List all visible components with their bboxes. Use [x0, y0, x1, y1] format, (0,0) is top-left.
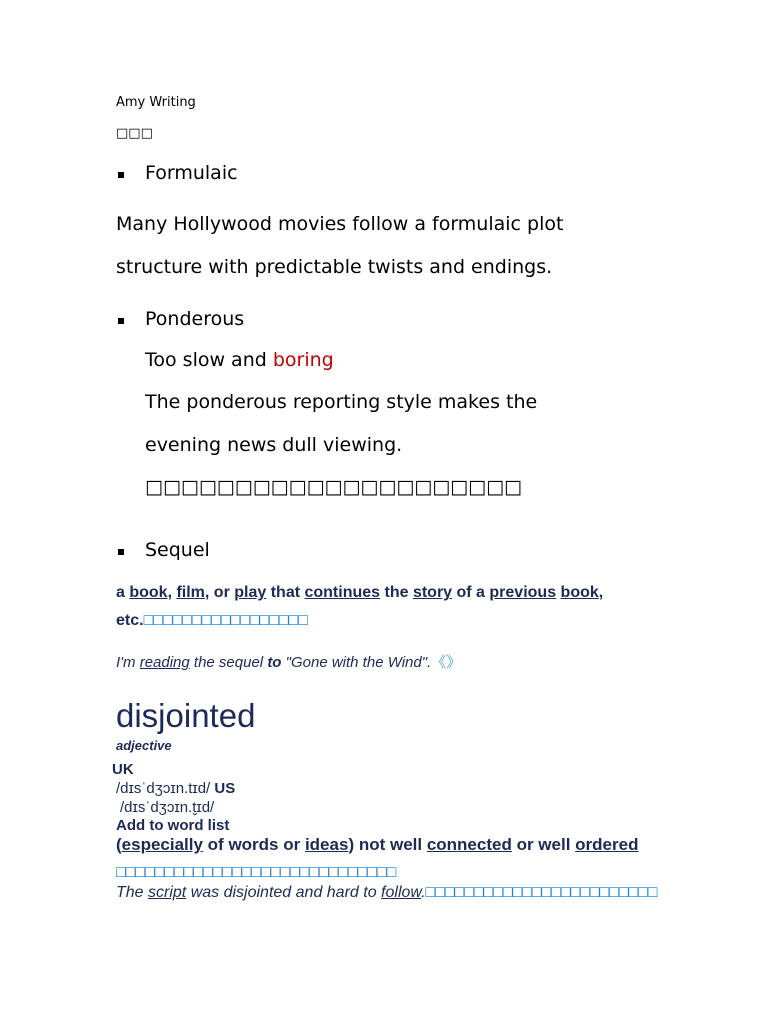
example-text: I'm [116, 654, 140, 671]
def-text: , [167, 584, 177, 601]
bullet-icon [118, 172, 124, 178]
ipa-text: /dɪsˈdʒɔɪn.tɪd/ [116, 780, 211, 797]
uk-label: UK [112, 761, 134, 778]
example-link-follow[interactable]: follow [381, 884, 422, 901]
def-link-continues[interactable]: continues [304, 584, 381, 601]
sequel-example [116, 651, 461, 672]
def-text: of a [452, 584, 490, 601]
bullet-icon [118, 318, 124, 324]
def-link-connected[interactable]: connected [426, 835, 512, 854]
example-link-script[interactable]: script [148, 884, 187, 901]
example-translation: 《》 [431, 654, 462, 671]
highlighted-word: boring [272, 349, 334, 371]
ponderous-example-line1: The ponderous reporting style makes the [145, 391, 538, 413]
definition-text: Too slow and [145, 349, 273, 371]
example-text: . [421, 884, 426, 901]
us-pronunciation: /dɪsˈdʒɔɪn.t̬ɪd/ [120, 799, 215, 816]
def-link-book-2[interactable]: book [560, 584, 599, 601]
def-text: that [266, 584, 305, 601]
part-of-speech: adjective [116, 738, 172, 753]
def-link-ideas[interactable]: ideas [304, 835, 349, 854]
def-text: the [380, 584, 413, 601]
formulaic-sentence-line1: Many Hollywood movies follow a formulaic plot [116, 213, 564, 235]
def-translation: □□□□□□□□□□□□□□□□□ [143, 612, 308, 629]
entry-word-sequel: Sequel [145, 539, 210, 561]
disjointed-definition [116, 835, 638, 855]
def-link-previous[interactable]: previous [489, 584, 557, 601]
def-text: ) not well [348, 835, 427, 854]
ponderous-definition [145, 349, 334, 371]
example-text: The [116, 884, 149, 901]
def-link-play[interactable]: play [234, 584, 267, 601]
author-name: Amy Writing [116, 95, 196, 110]
bullet-icon [118, 549, 124, 555]
def-link-story[interactable]: story [412, 584, 453, 601]
formulaic-sentence-line2: structure with predictable twists and endings. [116, 256, 553, 278]
example-text: was disjointed and hard to [186, 884, 382, 901]
example-translation: □□□□□□□□□□□□□□□□□□□□□□□□ [425, 884, 658, 901]
disjointed-example [116, 884, 657, 902]
def-text: , [598, 584, 604, 601]
def-link-especially[interactable]: especially [121, 835, 203, 854]
entry-word-formulaic: Formulaic [145, 162, 238, 184]
example-keyword: to [267, 654, 282, 671]
us-label: US [214, 780, 236, 797]
sequel-definition-line2 [116, 612, 308, 630]
ponderous-example-line2: evening news dull viewing. [145, 434, 403, 456]
subtitle: □□□ [116, 126, 153, 141]
entry-word-ponderous: Ponderous [145, 308, 245, 330]
ponderous-translation: □□□□□□□□□□□□□□□□□□□□□ [145, 476, 522, 498]
example-text: the sequel [189, 654, 268, 671]
def-text: etc. [116, 612, 144, 629]
sequel-definition-line1 [116, 584, 603, 602]
uk-pronunciation [116, 780, 235, 797]
def-text: of words or [202, 835, 305, 854]
def-text: or well [511, 835, 576, 854]
disjointed-translation: □□□□□□□□□□□□□□□□□□□□□□□□□□□□□ [116, 864, 397, 881]
headword: disjointed [116, 697, 256, 734]
def-link-book[interactable]: book [129, 584, 168, 601]
example-text: "Gone with the Wind". [281, 654, 432, 671]
add-to-word-list-button[interactable]: Add to word list [116, 817, 230, 834]
def-text: , or [204, 584, 235, 601]
def-text: ( [116, 835, 122, 854]
def-text: a [116, 584, 130, 601]
def-link-film[interactable]: film [176, 584, 205, 601]
def-link-ordered[interactable]: ordered [575, 835, 639, 854]
example-link-reading[interactable]: reading [139, 654, 190, 671]
